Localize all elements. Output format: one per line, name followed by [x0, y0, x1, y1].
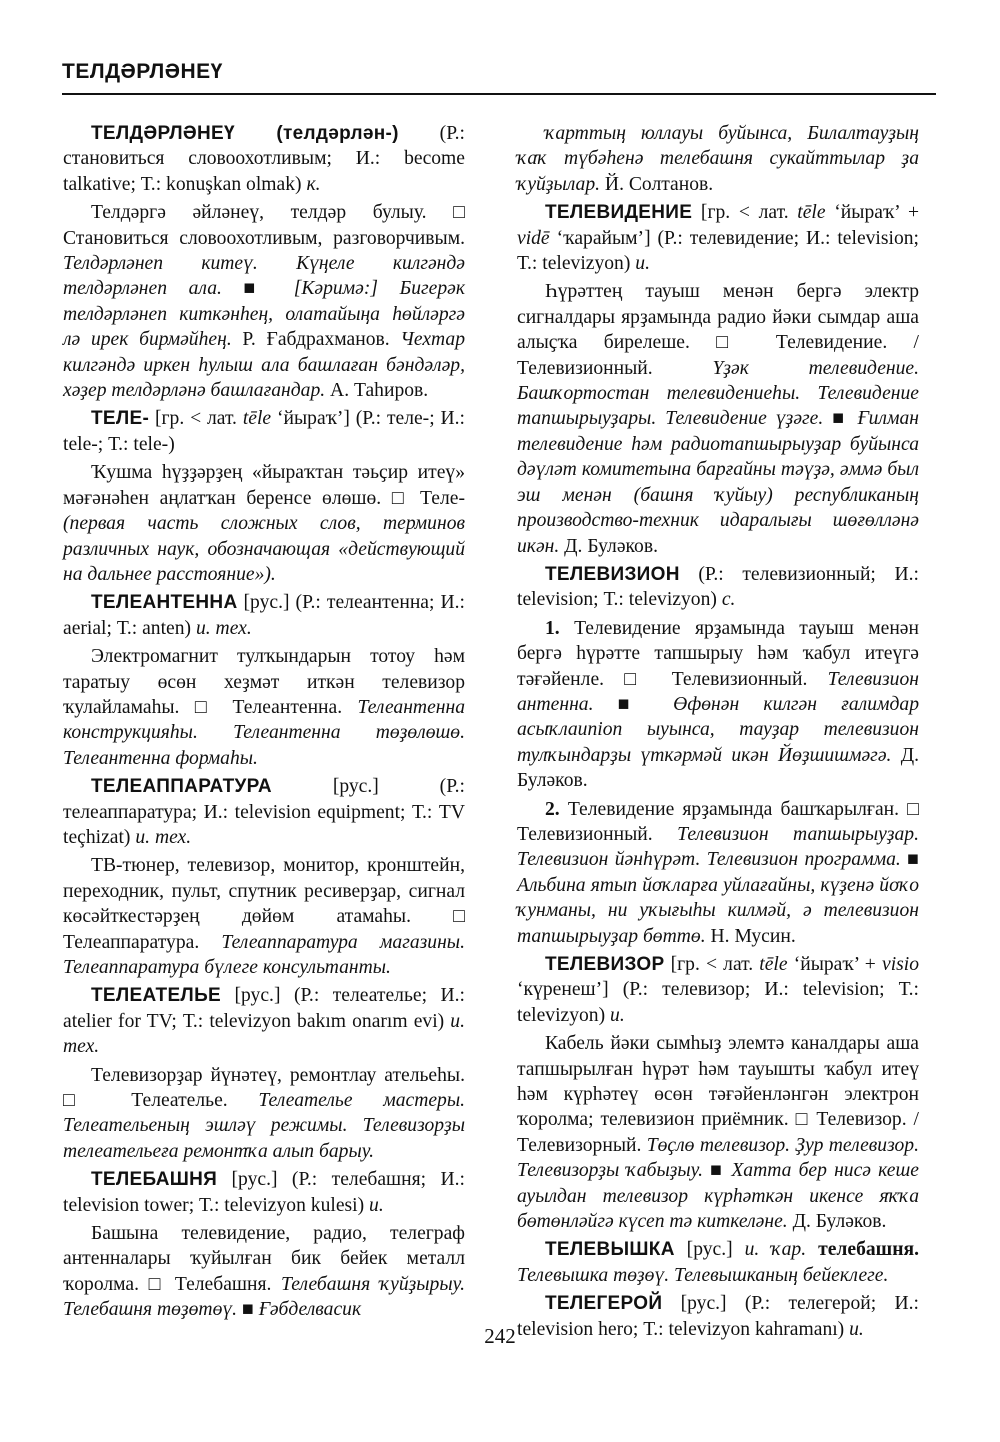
entry-text: Телдәргә әйләнеү, телдәр булыу.	[91, 202, 454, 224]
headword: ТЕЛЕ-	[91, 408, 150, 430]
entry-text: ‘күренеш’] (Р.: телевизор; И.: television; Т.: televizyon)	[517, 979, 919, 1026]
entry-text: [рус.] (Р.: телебашня; И.: television tower; Т.: televizyon kulesi)	[63, 1169, 465, 1216]
entry-text: ‘йыраҡ’] (Р.: теле-; И.: tele-; Т.: tele-)	[63, 408, 465, 455]
open-square-icon	[453, 906, 465, 927]
entry-text: 1.	[545, 617, 560, 639]
entry-text: Төҫлө телевизор. Ҙур телевизор. Телевизорҙы ҡабыҙыу.	[517, 1134, 919, 1182]
dictionary-paragraph	[63, 460, 465, 587]
open-square-icon	[453, 202, 465, 223]
dictionary-paragraph	[517, 1031, 919, 1234]
dictionary-paragraph	[517, 121, 919, 197]
filled-square-icon	[244, 278, 273, 299]
entry-text: tēle	[759, 954, 788, 975]
filled-square-icon	[618, 694, 649, 715]
dictionary-paragraph	[63, 1063, 465, 1165]
dictionary-paragraph	[63, 983, 465, 1059]
dictionary-paragraph	[517, 797, 919, 949]
entry-text: Телевизионный.	[517, 823, 678, 845]
headword: ТЕЛЕВИЗИОН	[545, 563, 680, 585]
entry-text: [рус.] (Р.: телеантенна; И.: aerial; Т.: anten)	[63, 592, 465, 639]
entry-text: Һүрәттең тауыш менән бергә электр сигналдары ярҙамында радио йәки сымдар аша алыҫҡа бирелеше.	[517, 281, 919, 354]
left-column	[63, 121, 465, 1326]
headword: ТЕЛЕГЕРОЙ	[545, 1293, 663, 1315]
entry-text: и.	[369, 1194, 384, 1216]
filled-square-icon	[710, 1160, 724, 1181]
entry-text: Д. Буләков.	[559, 535, 658, 557]
dictionary-paragraph	[517, 279, 919, 558]
dictionary-paragraph	[63, 774, 465, 850]
entry-text: [гр. < лат.	[664, 954, 760, 975]
entry-text: с.	[721, 589, 736, 611]
dictionary-paragraph	[63, 121, 465, 197]
open-square-icon	[907, 799, 919, 820]
entry-text: Телевидение ярҙамында башҡарылған.	[559, 798, 908, 820]
entry-text: Н. Мусин.	[705, 925, 796, 947]
entry-text: телебашня.	[806, 1239, 920, 1261]
entry-text: и. тех.	[63, 1010, 465, 1058]
entry-text: [гр. < лат.	[149, 408, 243, 430]
entry-text: [Кәримә:] Бигерәк телдәрләнеп киткәнһең, олатайыңа һөйләргә лә ирек бирмәйһең.	[63, 278, 465, 351]
dictionary-paragraph	[63, 406, 465, 457]
entry-text: Телеаппаратура магазины. Телеаппаратура бүлеге консультанты.	[63, 931, 465, 978]
running-head: ТЕЛДӘРЛӘНЕҮ	[62, 60, 223, 83]
entry-text: Телевизионный.	[651, 668, 828, 690]
header-rule	[62, 93, 936, 95]
entry-text: А. Таһиров.	[325, 380, 429, 402]
open-square-icon	[392, 488, 410, 509]
open-square-icon	[63, 1090, 101, 1111]
headword: ТЕЛЕВЫШКА	[545, 1239, 675, 1261]
dictionary-paragraph	[63, 590, 465, 641]
entry-text: Д. Буләков.	[787, 1211, 887, 1233]
entry-text: и. тех.	[135, 826, 192, 848]
entry-text: Д. Буләков.	[517, 744, 919, 792]
entry-text: Телеантенна.	[217, 696, 358, 718]
entry-text: [рус.] (Р.: телеаппаратура; И.: television equipment; Т.: TV teçhizat)	[63, 776, 465, 848]
open-square-icon	[624, 669, 651, 690]
entry-text: Телеателье мастеры. Телеательеның эшләү режимы. Телевизорҙы телеательеға ремонтҡа алып барыу.	[63, 1090, 466, 1162]
entry-text: и. тех.	[195, 617, 252, 639]
headword: ТЕЛЕВИДЕНИЕ	[545, 202, 693, 224]
filled-square-icon	[907, 849, 919, 870]
entry-text: vidē	[517, 227, 550, 249]
entry-text: Телевышка төҙөү. Телевышканың бейеклеге.	[517, 1264, 889, 1286]
entry-text: (Р.: становиться словоохотливым; И.: become talkative; Т.: konuşkan olmak)	[63, 123, 465, 195]
page-number: 242	[484, 1324, 516, 1348]
headword: ТЕЛЕАТЕЛЬЕ	[91, 985, 221, 1007]
entry-text: и.	[635, 253, 650, 275]
headword: ТЕЛЕАППАРАТУРА	[91, 776, 272, 798]
entry-text: ТВ-тюнер, телевизор, монитор, кронштейн, переходник, пульт, спутник ресиверҙар, сигнал көсәйткестәрҙең дөйөм атамаһы.	[63, 855, 465, 928]
entry-text: Хатта бер нисә кеше ауылдан телевизор күрһәткән икенсе яҡҡа бөтөнләйгә күсеп тә киткеләне.	[517, 1160, 919, 1233]
entry-text: Альбина ятып йоҡларға уйлағайны, күҙенә йоҡо ҡунманы, ни уҡығыһы килмәй, ә телевизион тапшырыуҙар бөттө.	[517, 874, 919, 947]
entry-text: Телдәрләнеп китеү. Күңеле килгәндә телдәрләнеп ала.	[63, 253, 465, 300]
entry-text: к.	[306, 173, 321, 195]
entry-text: Үҙәк телевидение. Башҡортостан телевидениеһы. Телевидение тапшырыуҙары. Телевидение үҙәге.	[517, 357, 920, 430]
entry-text: Ҡушма һүҙҙәрҙең «йыраҡтан тәьҫир итеү» мәғәнәһен аңлатҡан беренсе өлөшө.	[63, 462, 465, 509]
entry-text: (Р.: телевизионный; И.: television; Т.: televizyon)	[517, 563, 919, 611]
dictionary-paragraph	[517, 562, 919, 613]
entry-text: ‘йыраҡ’ +	[825, 202, 919, 224]
entry-text: Телевизорҙар йүнәтеү, ремонтлау ательеһы.	[91, 1064, 465, 1086]
dictionary-paragraph	[63, 1167, 465, 1218]
entry-text: Телевидение ярҙамында тауыш менән бергә һүрәтте тапшырыу һәм ҡабул итеүгә тәғәйенле.	[517, 617, 919, 690]
entry-text: visio	[882, 954, 920, 975]
entry-text: Телебашня.	[165, 1273, 282, 1295]
entry-text: Электромагнит тулҡындарын тотоу һәм таратыу өсөн хеҙмәт иткән телевизор ҡулайламаһы.	[63, 646, 465, 718]
entry-text: Теле-	[409, 487, 465, 509]
entry-text: и.	[849, 1318, 864, 1340]
entry-text: Становиться словоохотливым, разговорчивым.	[63, 227, 465, 249]
dictionary-paragraph	[63, 200, 465, 403]
entry-text: Телеателье.	[100, 1090, 259, 1112]
entry-text: ‘йыраҡ’ +	[787, 954, 882, 975]
entry-text: и.	[610, 1004, 625, 1026]
entry-text: tēle	[797, 202, 826, 224]
entry-text: (первая часть сложных слов, терминов различных наук, обозначающая «действующий на дальнее расстояние»).	[63, 513, 465, 585]
entry-text: [рус.] (Р.: телеателье; И.: atelier for TV; Т.: televizyon bakım onarım evi)	[63, 985, 465, 1032]
headword: ТЕЛЕВИЗОР	[545, 954, 665, 975]
headword: ТЕЛДӘРЛӘНЕҮ (телдәрлән-)	[91, 123, 399, 144]
entry-text: и. ҡар.	[744, 1239, 807, 1261]
entry-text: ҡарттың юллауы буйынса, Билалтауҙың ҡаҡ түбәһенә телебашня сукайттылар ҙа ҡуйҙылар.	[517, 123, 919, 195]
dictionary-paragraph	[517, 616, 919, 794]
dictionary-paragraph	[517, 1237, 919, 1288]
open-square-icon	[195, 697, 217, 718]
entry-text: [гр. < лат.	[692, 202, 798, 224]
filled-square-icon	[242, 1299, 254, 1320]
entry-text: Р. Ғабдрахманов.	[231, 329, 401, 351]
entry-text: Ғәбделвасик	[253, 1299, 362, 1321]
headword: ТЕЛЕБАШНЯ	[91, 1169, 218, 1191]
dictionary-paragraph	[63, 853, 465, 980]
entry-text: tēle	[242, 408, 272, 430]
entry-text: Телебашня ҡуйҙырыу. Телебашня төҙөтөү.	[63, 1273, 465, 1321]
open-square-icon	[149, 1274, 166, 1295]
entry-text: Өфөнән килгән ғалимдар асыҡлаunion ыуынса, тауҙар телевизион тулҡындарҙы үткәрмәй икән Йөҙшишмәгә.	[517, 693, 919, 766]
entry-text: Чехтар килгәндә иркен һулыш ала башлаған бәндәләр, хәҙер телдәрләнә башлағандар.	[63, 329, 466, 402]
entry-text: Телеантенна конструкцияһы. Телеантенна төҙөлөшө. Телеантенна формаһы.	[63, 696, 465, 769]
entry-text: Ғилман телевидение һәм радиотапшырыуҙар буйынса дәүләт комитетына барғайны тәүҙә, әммә был эш менән (башня ҡуйыу) республиканың производство-техник идаралығы шөғөлләнә икән.	[517, 408, 919, 557]
dictionary-paragraph	[63, 1221, 465, 1323]
dictionary-paragraph	[63, 644, 465, 771]
entry-text: Телевизор. / Телевизорный.	[517, 1109, 919, 1156]
entry-text: Й. Солтанов.	[600, 173, 714, 195]
entry-text: Телевизион тапшырыуҙар. Телевизион йәнһүрәт. Телевизион программа.	[517, 823, 919, 871]
entry-text: 2.	[545, 798, 560, 820]
entry-text: Телевизион антенна.	[517, 668, 919, 715]
open-square-icon	[716, 332, 749, 353]
entry-text: Телеаппаратура.	[63, 931, 222, 953]
right-column	[517, 121, 919, 1345]
filled-square-icon	[832, 408, 848, 429]
entry-text: [рус.] (Р.: телегерой; И.: television hero; Т.: televizyon kahramanı)	[517, 1293, 919, 1340]
open-square-icon	[796, 1109, 810, 1130]
entry-text: Телевидение. / Телевизионный.	[517, 332, 920, 379]
headword: ТЕЛЕАНТЕННА	[91, 592, 238, 614]
dictionary-paragraph	[517, 200, 919, 276]
entry-text: Башына телевидение, радио, телеграф антенналары ҡуйылған бик бейек металл ҡоролма.	[63, 1223, 465, 1295]
entry-text: Кабель йәки сымһыҙ элемтә каналдары аша тапшырылған һүрәт һәм тауышты ҡабул итеү һәм күрһәтеү өсөн тәғәйенләнгән электрон ҡоролма; телевизион приёмник.	[517, 1033, 919, 1131]
entry-text: ‘ҡарайым’] (Р.: телевидение; И.: television; Т.: televizyon)	[517, 227, 919, 275]
dictionary-paragraph	[517, 952, 919, 1028]
entry-text: [рус.]	[674, 1239, 745, 1261]
